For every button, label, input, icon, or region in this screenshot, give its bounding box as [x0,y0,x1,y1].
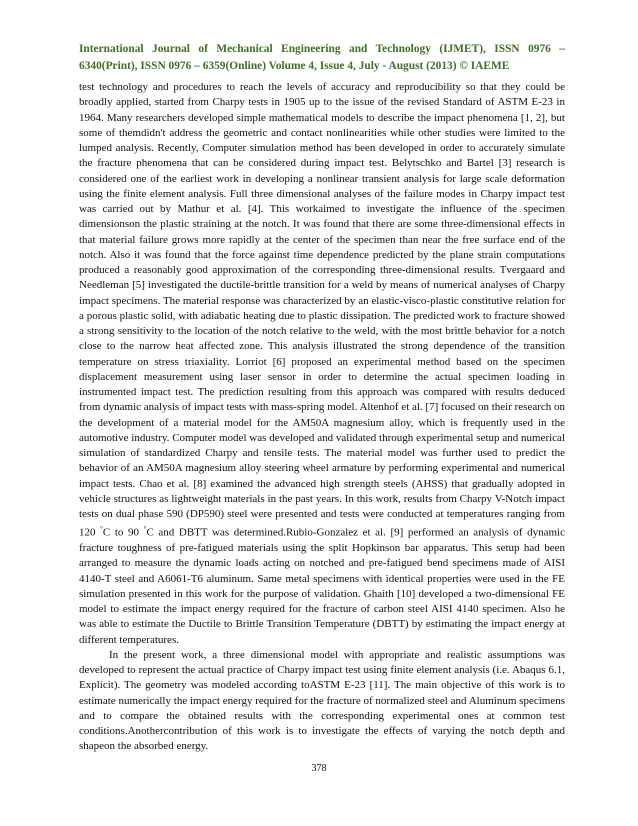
article-body [79,80,565,755]
body-paragraph-2: In the present work, a three dimensional model with appropriate and realistic assumptions was developed to represent the actual practice of Charpy impact test using finite element analysis (i.e. Abaqus 6.1, Explicit). The geometry was modeled according toASTM E-23 [11]. The main objective of this work is to estimate numerically the impact energy required for the fracture of normalized steel and Aluminum specimens and to compare the obtained results with the corresponding experimental ones at common test conditions.Anothercontribution of this work is to investigate the effects of varying the notch depth and shapeon the absorbed energy. [79,648,565,753]
degree-symbol: ° [100,525,103,534]
degree-symbol: ° [143,525,147,534]
paragraph-1-text-b: C to 90 [102,526,144,539]
paragraph-1-text: test technology and procedures to reach the levels of accuracy and reproducibility so that they could be broadly applied, started from Charpy tests in 1905 up to the issue of the revised Standard of ASTM E-23 in 1964. Many researchers developed simple mathematical models to describe the impact phenomena [1, 2], but some of themdidn't address the geometric and contact nonlinearities while other studies were limited to the lumped analysis. Recently, Computer simulation method has been developed in order to accurately simulate the fracture phenomena that can be considered during impact test. Belytschko and Bartel [3] research is considered one of the earliest work in developing a nonlinear transient analysis for large scale deformation using the finite element analysis. Full three dimensional analyses of the failure modes in Charpy impact test was carried out by Mathur et al. [4]. This workaimed to investigate the influence of the specimen dimensionson the plastic straining at the notch. It was found that there are some three-dimensional effects in that material failure grows more rapidly at the center of the specimen than near the free surface end of the notch. Also it was found that the force against time dependence predicted by the plane strain computations produced a reasonably good approximation of the corresponding three-dimensional results. Tvergaard and Needleman [5] investigated the ductile-brittle transition for a weld by means of numerical analyses of Charpy impact specimens. The material response was characterized by an elastic-visco-plastic constitutive relation for a porous plastic solid, with adiabatic heating due to plastic dissipation. The predicted work to fracture showed a strong sensitivity to the location of the notch relative to the weld, with the most brittle behavior for a notch close to the narrow heat affected zone. This analysis illustrated the strong dependence of the transition temperature on stress triaxiality. Lorriot [6] proposed an experimental method based on the specimen displacement measurement using laser sensor in order to determine the actual specimen loading in instrumented impact test. The prediction resulting from this approach was compared with results deduced from dynamic analysis of impact tests with mass-spring model. Altenhof et al. [7] focused on their research on the development of a material model for the AM50A magnesium alloy, which is frequently used in the automotive industry. Computer model was developed and validated through experimental setup and numerical simulation of standardized Charpy and tensile tests. The material model was further used to predict the behavior of an AM50A magnesium alloy steering wheel armature by performing experimental and numerical impact tests. Chao et al. [8] examined the advanced high strength steels (AHSS) that gradually adopted in vehicle structures as lightweight materials in the past years. In this work, results from Charpy V-Notch impact tests on dual phase 590 (DP590) steel were presented and tests were conducted at temperatures ranging from 120 [79,81,566,539]
page-number: 378 [311,763,327,774]
body-paragraph-1 [79,80,565,648]
journal-header: International Journal of Mechanical Engineering and Technology (IJMET), ISSN 0976 – 6340(Print), ISSN 0976 – 6359(Online) Volume 4, Issue 4, July - August (2013) © IAEME [79,43,565,72]
paragraph-1-text-c: C and DBTT was determined.Rubio-Gonzalez et al. [9] performed an analysis of dynamic fracture toughness of pre-fatigued materials using the split Hopkinson bar apparatus. This setup had been arranged to measure the dynamic loads acting on notched and pre-fatigued bend specimens made of AISI 4140-T steel and A6061-T6 aluminum. Same metal specimens with identical properties were used in the FE simulation presented in this work for the purpose of validation. Ghaith [10] developed a two-dimensional FE model to estimate the impact energy required for the fracture of carbon steel AISI 4140 specimen. Also he was able to estimate the Ductile to Brittle Transition Temperature (DBTT) by estimating the impact energy at different temperatures. [79,526,565,646]
